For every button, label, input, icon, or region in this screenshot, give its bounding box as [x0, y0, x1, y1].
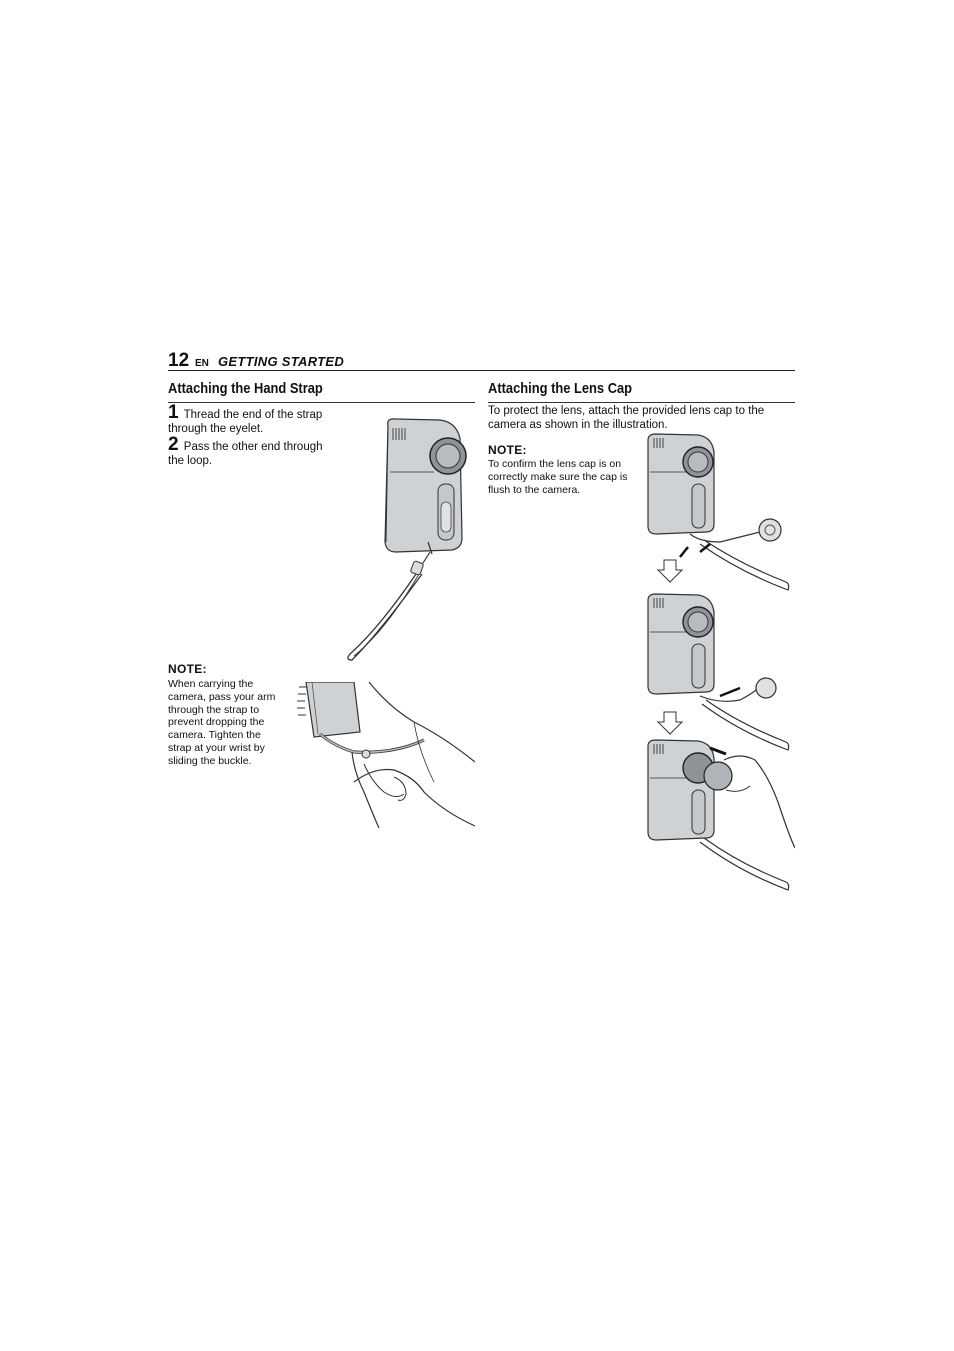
lens-cap-title: Attaching the Lens Cap: [488, 380, 633, 397]
section-label: GETTING STARTED: [218, 354, 345, 369]
hand-strap-note-title: NOTE:: [168, 662, 207, 676]
wrist-strap-illustration: [294, 682, 475, 828]
page-number: 12: [168, 350, 190, 371]
page-header: [168, 352, 795, 371]
hand-strap-step-2: [168, 434, 340, 468]
camera-step-1: [648, 434, 789, 590]
hand-strap-note-text: When carrying the camera, pass your arm through the strap to prevent dropping the camera. Tighten the strap at your wrist by sliding the buckle.: [168, 678, 276, 767]
hand-strap-rule: [168, 402, 475, 403]
page-language: EN: [195, 358, 209, 369]
step-number: 2: [168, 434, 179, 455]
lens-cap-illustration: [640, 432, 795, 898]
step-number: 1: [168, 402, 179, 423]
lens-cap-note-text: To confirm the lens cap is on correctly make sure the cap is flush to the camera.: [488, 458, 628, 496]
lens-cap-rule: [488, 402, 795, 403]
step-text: Pass the other end through the loop.: [168, 441, 323, 467]
lens-cap-intro: To protect the lens, attach the provided lens cap to the camera as shown in the illustration.: [488, 405, 765, 431]
camera-step-3: [648, 740, 795, 890]
camera-strap-illustration: [340, 412, 475, 664]
hand-strap-title: Attaching the Hand Strap: [168, 380, 323, 397]
step-text: Thread the end of the strap through the eyelet.: [168, 409, 323, 435]
camera-step-2: [648, 594, 789, 750]
hand-strap-step-1: [168, 402, 340, 436]
lens-cap-note-title: NOTE:: [488, 443, 527, 457]
